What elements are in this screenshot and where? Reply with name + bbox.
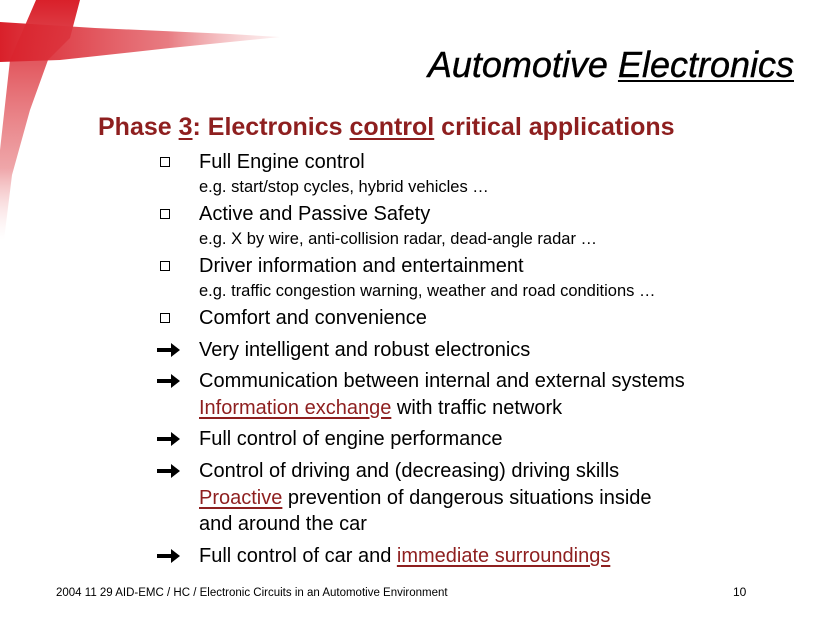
arrow-item-continuation: Information exchange with traffic network	[199, 397, 563, 419]
bullet-subitem: e.g. traffic congestion warning, weather and road conditions …	[199, 282, 656, 300]
arrow-right-icon	[157, 464, 181, 478]
highlight-link: immediate surroundings	[396, 545, 611, 567]
arrow-item: Full control of engine performance	[199, 428, 503, 450]
bullet-subitem: e.g. X by wire, anti-collision radar, dead-angle radar …	[199, 230, 598, 248]
slide-title: Automotive Electronics	[427, 44, 794, 85]
bullet-item: Driver information and entertainment	[199, 255, 524, 277]
arrow-right-icon	[157, 343, 181, 357]
arrow-right-icon	[157, 374, 181, 388]
arrow-right-icon	[157, 549, 181, 563]
square-bullet-icon	[160, 313, 170, 323]
arrow-item-continuation: Proactive prevention of dangerous situations inside	[199, 487, 652, 509]
page-number: 10	[733, 585, 747, 599]
bullet-item: Full Engine control	[199, 151, 365, 173]
bullet-item: Active and Passive Safety	[199, 203, 431, 225]
arrow-item-continuation: and around the car	[199, 513, 367, 535]
arrow-item: Very intelligent and robust electronics	[199, 339, 531, 361]
highlight-link: Information exchange	[199, 397, 392, 419]
square-bullet-icon	[160, 157, 170, 167]
footer-text: 2004 11 29 AID-EMC / HC / Electronic Circuits in an Automotive Environment	[56, 587, 448, 599]
arrow-right-icon	[157, 432, 181, 446]
arrow-item: Full control of car and immediate surroundings	[199, 545, 611, 567]
bullet-item: Comfort and convenience	[199, 307, 427, 329]
arrow-item: Communication between internal and external systems	[199, 370, 685, 392]
bullet-subitem: e.g. start/stop cycles, hybrid vehicles …	[199, 178, 489, 196]
square-bullet-icon	[160, 209, 170, 219]
arrow-item: Control of driving and (decreasing) driving skills	[199, 460, 620, 482]
highlight-link: Proactive	[199, 487, 283, 509]
square-bullet-icon	[160, 261, 170, 271]
slide-subtitle: Phase 3: Electronics control critical applications	[98, 113, 675, 141]
